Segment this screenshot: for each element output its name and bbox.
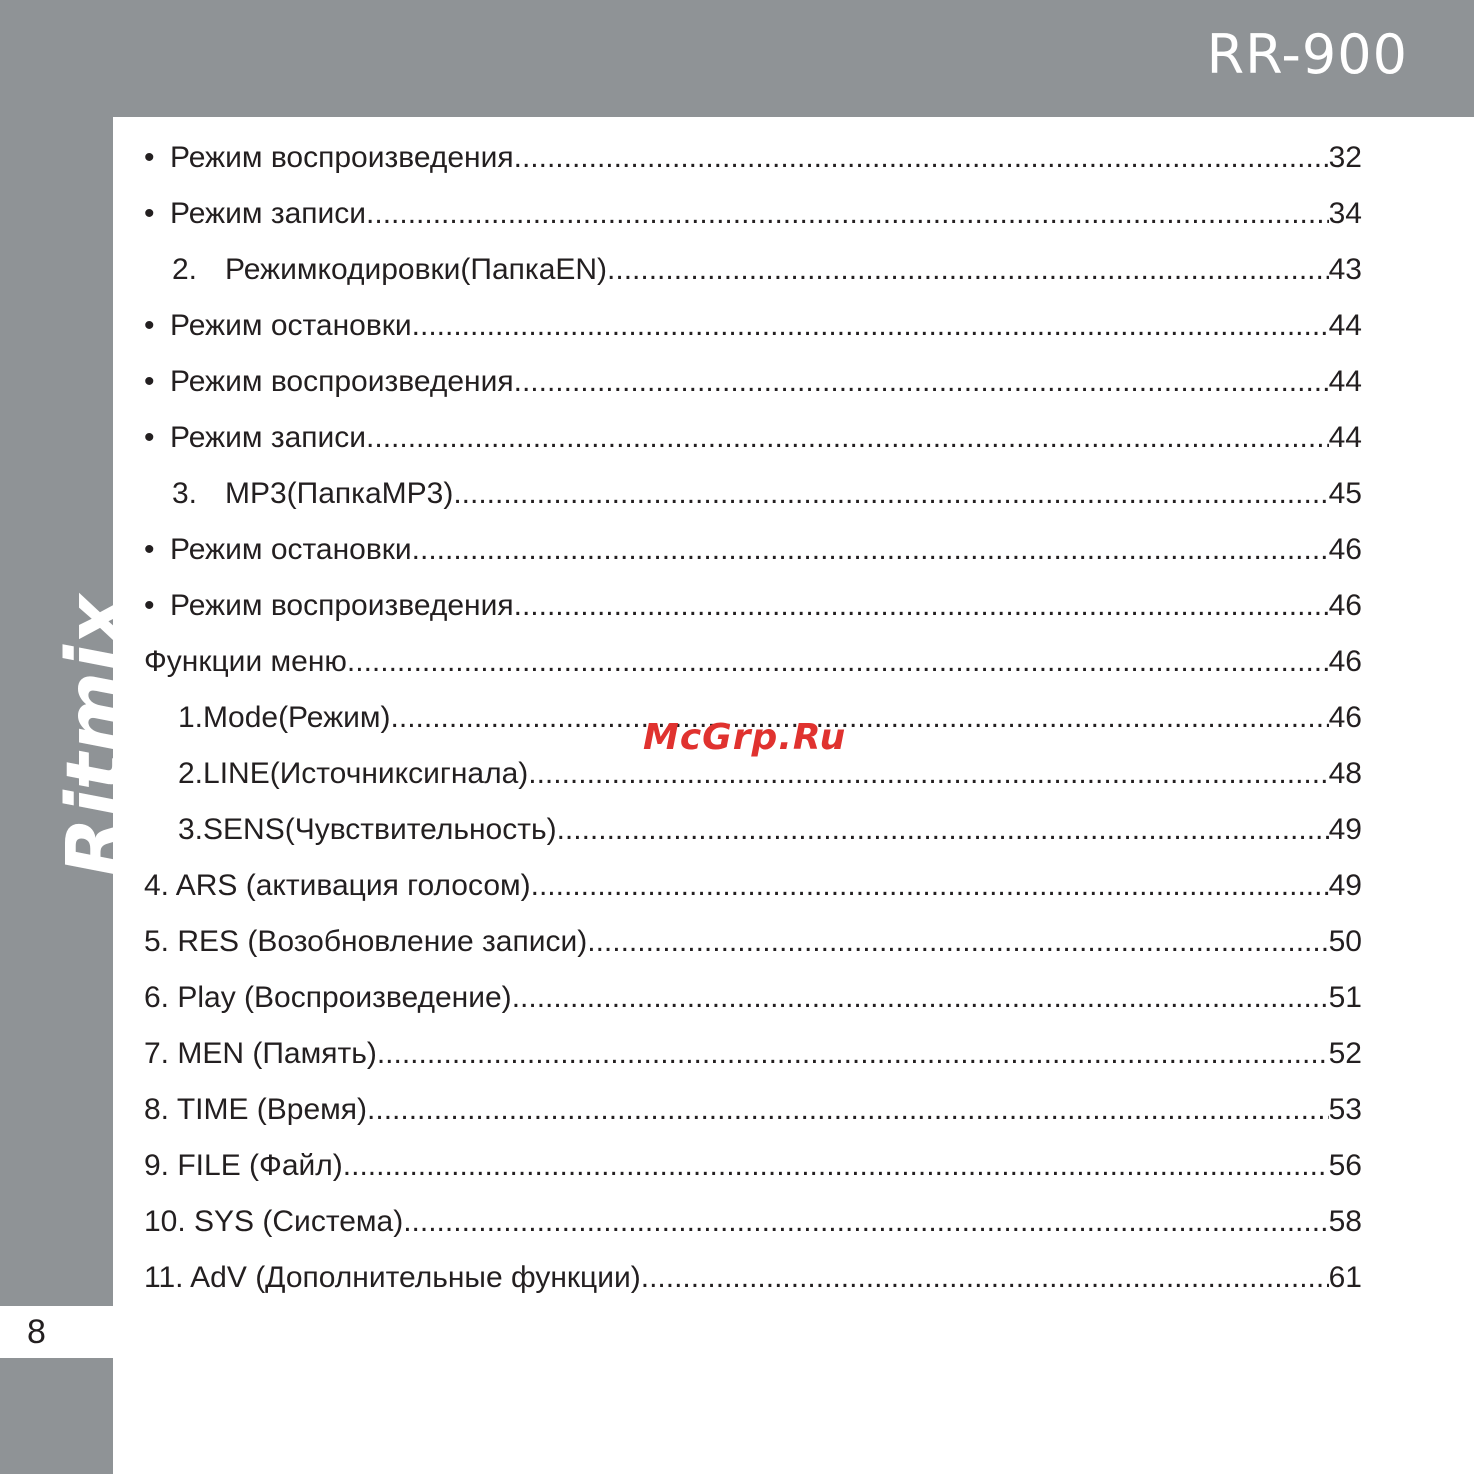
toc-entry-title: Режим воспроизведения — [170, 589, 514, 622]
toc-entry-page: 52 — [1328, 1037, 1362, 1070]
toc-entry-page: 43 — [1328, 253, 1362, 286]
toc-entry[interactable] — [144, 858, 1362, 914]
dot-leader — [514, 130, 1329, 186]
toc-entry-title: Режим остановки — [170, 533, 412, 566]
toc-entry[interactable] — [144, 522, 1362, 578]
toc-entry-title: 10. SYS (Система) — [144, 1205, 404, 1238]
toc-entry-title: 9. FILE (Файл) — [144, 1149, 343, 1182]
toc-entry[interactable] — [144, 1194, 1362, 1250]
toc-entry[interactable] — [144, 1026, 1362, 1082]
dot-leader — [347, 634, 1329, 690]
toc-entry-title: 2.LINE(Источниксигнала) — [178, 757, 529, 790]
toc-entry-page: 61 — [1328, 1261, 1362, 1294]
toc-entry-page: 32 — [1328, 141, 1362, 174]
toc-entry-title: Режимкодировки(ПапкаEN) — [225, 253, 608, 286]
toc-entry-page: 53 — [1328, 1093, 1362, 1126]
dot-leader — [366, 186, 1329, 242]
toc-entry[interactable] — [144, 578, 1362, 634]
bullet-icon: • — [144, 141, 155, 174]
dot-leader — [412, 298, 1329, 354]
toc-entry-page: 45 — [1328, 477, 1362, 510]
bullet-icon: • — [144, 197, 155, 230]
toc-entry-title: MP3(ПапкаMP3) — [225, 477, 454, 510]
toc-entry-title: Режим воспроизведения — [170, 365, 514, 398]
toc-entry-page: 49 — [1328, 869, 1362, 902]
toc-entry-title: Режим воспроизведения — [170, 141, 514, 174]
toc-entry[interactable] — [144, 914, 1362, 970]
toc-entry[interactable] — [144, 1082, 1362, 1138]
toc-entry-page: 51 — [1328, 981, 1362, 1014]
toc-entry-number: 2. — [172, 253, 198, 286]
toc-entry[interactable] — [144, 130, 1362, 186]
toc-entry-page: 46 — [1328, 533, 1362, 566]
bullet-icon: • — [144, 421, 155, 454]
toc-entry-page: 34 — [1328, 197, 1362, 230]
dot-leader — [531, 858, 1329, 914]
dot-leader — [514, 578, 1329, 634]
bullet-icon: • — [144, 589, 155, 622]
toc-entry-number: 3. — [172, 477, 198, 510]
toc-entry[interactable] — [144, 186, 1362, 242]
toc-entry-title: Режим записи — [170, 197, 367, 230]
toc-entry-page: 46 — [1328, 701, 1362, 734]
bullet-icon: • — [144, 533, 155, 566]
toc-entry-title: 7. MEN (Память) — [144, 1037, 377, 1070]
toc-entry-page: 49 — [1328, 813, 1362, 846]
watermark: McGrp.Ru — [643, 717, 847, 758]
toc-entry-page: 44 — [1328, 421, 1362, 454]
toc-entry-title: Режим остановки — [170, 309, 412, 342]
toc-entry-page: 56 — [1328, 1149, 1362, 1182]
toc-entry[interactable] — [144, 1250, 1362, 1306]
toc-entry-title: Функции меню — [144, 645, 347, 678]
dot-leader — [412, 522, 1329, 578]
dot-leader — [391, 690, 1329, 746]
dot-leader — [607, 242, 1329, 298]
toc-entry[interactable] — [144, 970, 1362, 1026]
dot-leader — [641, 1250, 1329, 1306]
toc-entry-title: Режим записи — [170, 421, 367, 454]
dot-leader — [377, 1026, 1329, 1082]
toc-entry-page: 50 — [1328, 925, 1362, 958]
toc-entry[interactable] — [144, 410, 1362, 466]
dot-leader — [587, 914, 1328, 970]
dot-leader — [403, 1194, 1328, 1250]
toc-entry[interactable] — [144, 802, 1362, 858]
toc-entry[interactable] — [144, 298, 1362, 354]
model-title: RR-900 — [1206, 23, 1408, 86]
dot-leader — [514, 354, 1329, 410]
brand-logo: Ritmix — [51, 594, 141, 878]
bullet-icon: • — [144, 309, 155, 342]
dot-leader — [343, 1138, 1329, 1194]
toc-entry-title: 3.SENS(Чувствительность) — [178, 813, 557, 846]
toc-entry-title: 11. AdV (Дополнительные функции) — [144, 1261, 641, 1294]
dot-leader — [557, 802, 1329, 858]
toc-entry[interactable] — [144, 634, 1362, 690]
dot-leader — [366, 410, 1329, 466]
toc-entry[interactable] — [144, 1138, 1362, 1194]
toc-entry-title: 6. Play (Воспроизведение) — [144, 981, 512, 1014]
page-number: 8 — [27, 1313, 46, 1351]
toc-entry[interactable] — [144, 354, 1362, 410]
dot-leader — [453, 466, 1328, 522]
toc-entry-page: 46 — [1328, 645, 1362, 678]
toc-entry[interactable] — [144, 242, 1362, 298]
toc-entry-page: 44 — [1328, 309, 1362, 342]
toc-entry-page: 58 — [1328, 1205, 1362, 1238]
toc-entry-title: 1.Mode(Режим) — [178, 701, 391, 734]
toc-entry-title: 4. ARS (активация голосом) — [144, 869, 531, 902]
toc-entry-page: 46 — [1328, 589, 1362, 622]
toc-entry-page: 48 — [1328, 757, 1362, 790]
dot-leader — [367, 1082, 1329, 1138]
toc-entry-page: 44 — [1328, 365, 1362, 398]
bullet-icon: • — [144, 365, 155, 398]
toc-entry-title: 5. RES (Возобновление записи) — [144, 925, 588, 958]
dot-leader — [512, 970, 1329, 1026]
toc-entry-title: 8. TIME (Время) — [144, 1093, 368, 1126]
toc-entry[interactable] — [144, 466, 1362, 522]
sidebar-band-lower — [0, 1358, 113, 1474]
